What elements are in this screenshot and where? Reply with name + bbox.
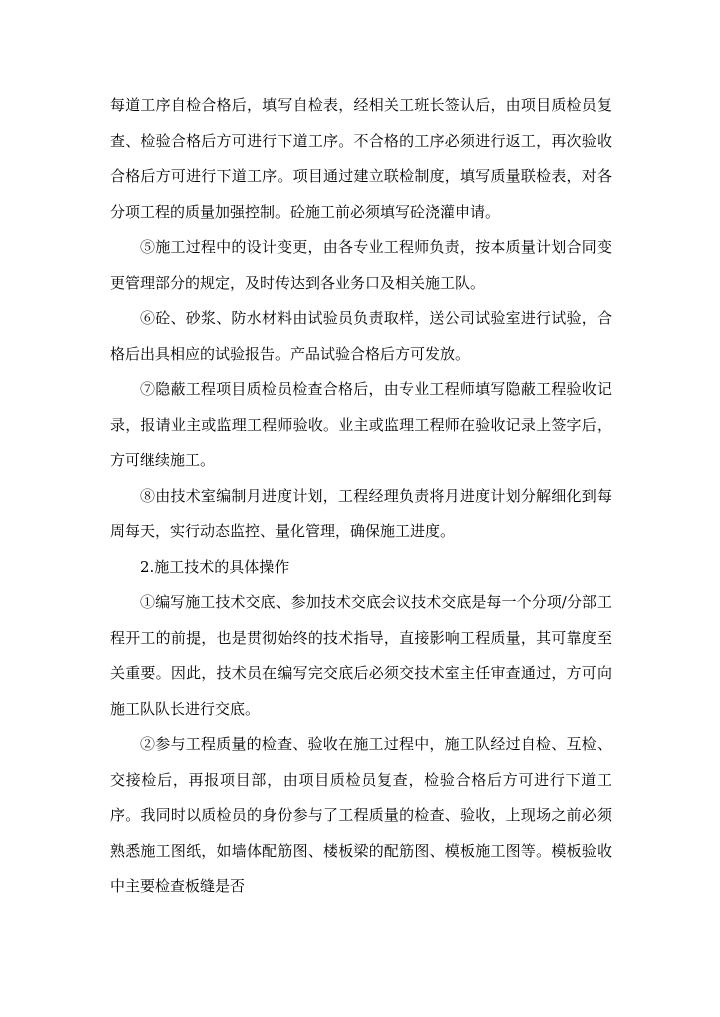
section-heading: 2.施工技术的具体操作: [140, 557, 290, 576]
paragraph-item-1: ①编写施工技术交底、参加技术交底会议技术交底是每一个分项/分部工程开工的前提，也是贯彻始终的技术指导，直接影响工程质量，其可靠度至关重要。因此，技术员在编写完交底后必须交技术室主任审查通过，方可向施工队队长进行交底。: [110, 593, 612, 718]
paragraph-item-6: ⑥砼、砂浆、防水材料由试验员负责取样，送公司试验室进行试验，合格后出具相应的试验报告。产品试验合格后方可发放。: [110, 309, 612, 363]
paragraph-item-5: ⑤施工过程中的设计变更，由各专业工程师负责，按本质量计划合同变更管理部分的规定，及时传达到各业务口及相关施工队。: [110, 238, 612, 292]
paragraph-item-8: ⑧由技术室编制月进度计划，工程经理负责将月进度计划分解细化到每周每天，实行动态监控、量化管理，确保施工进度。: [110, 486, 612, 540]
paragraph-item-2: ②参与工程质量的检查、验收在施工过程中，施工队经过自检、互检、交接检后，再报项目部，由项目质检员复查，检验合格后方可进行下道工序。我同时以质检员的身份参与了工程质量的检查、验收，上现场之前必须熟悉施工图纸，如墙体配筋图、楼板梁的配筋图、模板施工图等。模板验收中主要检查板缝是否: [110, 735, 612, 895]
paragraph-continued: 每道工序自检合格后，填写自检表，经相关工班长签认后，由项目质检员复查、检验合格后方可进行下道工序。不合格的工序必须进行返工，再次验收合格后方可进行下道工序。项目通过建立联检制度，填写质量联检表，对各分项工程的质量加强控制。砼施工前必须填写砼浇灌申请。: [110, 96, 612, 221]
paragraph-item-7: ⑦隐蔽工程项目质检员检查合格后，由专业工程师填写隐蔽工程验收记录，报请业主或监理工程师验收。业主或监理工程师在验收记录上签字后，方可继续施工。: [110, 380, 612, 469]
document-body: [110, 88, 612, 905]
